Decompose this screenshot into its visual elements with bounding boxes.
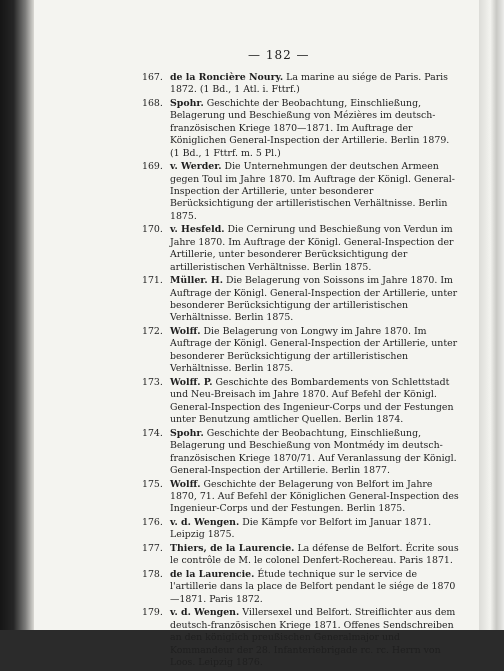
entry-author: Wolff. xyxy=(170,478,201,490)
entry-title: Die Belagerung von Longwy im Jahre 1870. Im Auftrage der Königl. General-Inspection der Artillerie, unter besonderer Berücksichtigung der artilleristischen Verhältnisse. Berlin 1875. xyxy=(170,326,458,375)
entry-author: v. Werder. xyxy=(170,161,222,173)
list-item xyxy=(142,543,460,568)
list-item xyxy=(142,428,460,478)
entry-text xyxy=(170,543,459,566)
list-item xyxy=(142,517,460,542)
entry-title: Die Cernirung und Beschießung von Verdun im Jahre 1870. Im Auftrage der Königl. General-Inspection der Artillerie, unter besonderer Berücksichtigung der artilleristischen Verhältnisse. Berlin 1875. xyxy=(170,224,454,273)
list-item xyxy=(142,607,460,669)
entry-number: 175. xyxy=(142,478,163,490)
entry-author: Müller. H. xyxy=(170,275,224,287)
entry-text xyxy=(170,517,431,540)
entry-number: 177. xyxy=(142,542,163,554)
list-item xyxy=(142,479,460,516)
entry-title: Geschichte der Beobachtung, Einschließung, Belagerung und Beschießung von Mézières im deutsch-französischen Kriege 1870—1871. Im Auftrage der Königlichen General-Inspection der Artillerie. Berlin 1879. (1 Bd., 1 Fttrf. m. 5 Pl.) xyxy=(170,98,450,159)
entry-text xyxy=(170,377,453,425)
entry-number: 178. xyxy=(142,568,163,580)
list-item xyxy=(142,326,460,376)
entry-text xyxy=(170,428,457,476)
entry-text xyxy=(170,569,455,605)
entry-number: 170. xyxy=(142,224,163,236)
entry-author: v. d. Wengen. xyxy=(170,516,240,528)
entry-number: 169. xyxy=(142,161,163,173)
page-stack-edge xyxy=(479,0,504,630)
entry-author: v. d. Wengen. xyxy=(170,607,240,619)
list-item xyxy=(142,377,460,427)
entry-number: 176. xyxy=(142,516,163,528)
entry-text xyxy=(170,275,457,323)
entry-title: Die Unternehmungen der deutschen Armeen gegen Toul im Jahre 1870. Im Auftrage der Königl. General-Inspection der Artillerie, unter besonderer Berücksichtigung der artilleristischen Verhältnisse. Berlin 1875. xyxy=(170,161,455,222)
entry-title: Étude technique sur le service de l'artillerie dans la place de Belfort pendant le siége de 1870—1871. Paris 1872. xyxy=(170,568,456,605)
entry-author: de la Laurencie. xyxy=(170,568,255,580)
entry-title: Geschichte der Belagerung von Belfort im Jahre 1870, 71. Auf Befehl der Königlichen General-Inspection des Ingenieur-Corps und der Festungen. Berlin 1875. xyxy=(170,478,459,515)
list-item xyxy=(142,224,460,274)
entry-title: Villersexel und Belfort. Streiflichter aus dem deutsch-französischen Kriege 1871. Offenes Sendschreiben an den königlich preußischen Generalmajor und Kommandeur der 28. Infanteriebrigade rc. rc. Herrn von Loos. Leipzig 1876. xyxy=(170,607,456,668)
entry-text xyxy=(170,224,454,272)
entry-author: Thiers, de la Laurencie. xyxy=(170,542,295,554)
entry-title: La marine au siége de Paris. Paris 1872. (1 Bd., 1 Atl. i. Fttrf.) xyxy=(170,72,448,96)
entry-title: Geschichte des Bombardements von Schlettstadt und Neu-Breisach im Jahre 1870. Auf Befehl der Königl. General-Inspection des Ingenieur-Corps und der Festungen unter Benutzung amtlicher Quellen. Berlin 1874. xyxy=(170,376,454,426)
entry-text xyxy=(170,607,455,668)
entry-author: v. Hesfeld. xyxy=(170,224,225,236)
entry-author: Wolff. xyxy=(170,326,201,338)
entry-text xyxy=(170,98,449,159)
entry-title: Geschichte der Beobachtung, Einschließung, Belagerung und Beschießung von Montmédy im deutsch-französischen Kriege 1870/71. Auf Veranlassung der Königl. General-Inspection der Artillerie. Berlin 1877. xyxy=(170,427,457,476)
entry-author: Spohr. xyxy=(170,427,204,439)
entry-text xyxy=(170,479,459,515)
entry-number: 167. xyxy=(142,72,163,83)
entry-number: 171. xyxy=(142,275,163,287)
entry-number: 172. xyxy=(142,326,163,338)
list-item xyxy=(142,275,460,325)
entry-title: Die Belagerung von Soissons im Jahre 1870. Im Auftrage der Königl. General-Inspection der Artillerie, unter besonderer Berücksichtigung der artilleristischen Verhältnisse. Berlin 1875. xyxy=(170,275,458,324)
entry-author: de la Roncière Noury. xyxy=(170,72,284,83)
list-item xyxy=(142,72,460,97)
entry-title: Die Kämpfe vor Belfort im Januar 1871. Leipzig 1875. xyxy=(170,516,432,541)
list-item xyxy=(142,98,460,160)
entry-number: 168. xyxy=(142,98,163,109)
list-item xyxy=(142,569,460,606)
entry-number: 174. xyxy=(142,427,163,439)
entry-number: 173. xyxy=(142,376,163,388)
list-item xyxy=(142,161,460,223)
page-number: — 182 — xyxy=(248,48,310,62)
entry-text xyxy=(170,72,448,95)
entry-text xyxy=(170,326,457,374)
entry-author: Wolff. P. xyxy=(170,376,213,388)
bibliography-list xyxy=(142,72,460,671)
book-binding-edge xyxy=(0,0,34,630)
entry-text xyxy=(170,161,455,222)
entry-number: 179. xyxy=(142,607,163,619)
entry-title: La défense de Belfort. Écrite sous le contrôle de M. le colonel Denfert-Rochereau. Paris 1871. xyxy=(170,542,459,567)
entry-author: Spohr. xyxy=(170,98,204,109)
